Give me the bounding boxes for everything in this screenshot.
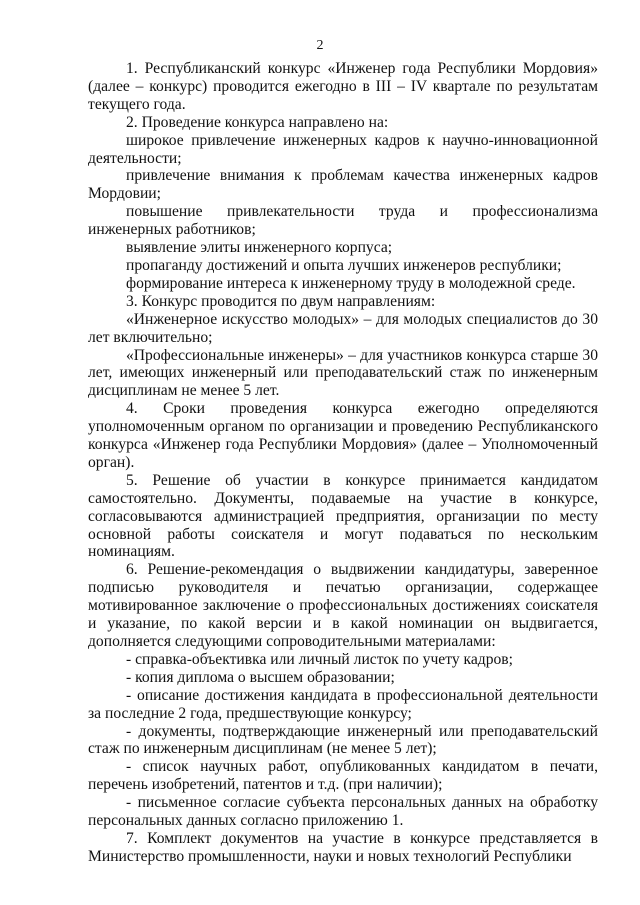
paragraph-6-item-1: - справка-объективка или личный листок по учету кадров; (126, 650, 513, 668)
paragraph-7: 7. Комплект документов на участие в конкурсе представляется в Министерство промышленности, науки и новых технологий Республики (88, 829, 598, 865)
paragraph-3: 3. Конкурс проводится по двум направлениям: (126, 292, 436, 310)
paragraph-3-item-1: «Инженерное искусство молодых» – для молодых специалистов до 30 лет включительно; (88, 310, 598, 346)
paragraph-2: 2. Проведение конкурса направлено на: (126, 113, 389, 131)
paragraph-6-item-6: - письменное согласие субъекта персональных данных на обработку персональных данных согласно приложению 1. (88, 794, 598, 830)
paragraph-2-item-1: широкое привлечение инженерных кадров к научно-инновационной деятельности; (88, 131, 598, 167)
paragraph-4: 4. Сроки проведения конкурса ежегодно определяются уполномоченным органом по организации и проведению Республиканского конкурса «Инженер года Республики Мордовия» (далее – Уполномоченный орган). (88, 400, 598, 471)
paragraph-6-item-4: - документы, подтверждающие инженерный или преподавательский стаж по инженерным дисциплинам (не менее 5 лет); (88, 722, 598, 758)
paragraph-3-item-2: «Профессиональные инженеры» – для участников конкурса старше 30 лет, имеющих инженерный или преподавательский стаж по инженерным дисциплинам не менее 5 лет. (88, 346, 598, 400)
paragraph-6-item-5: - список научных работ, опубликованных кандидатом в печати, перечень изобретений, патентов и т.д. (при наличии); (88, 758, 598, 794)
paragraph-2-item-3: повышение привлекательности труда и профессионализма инженерных работников; (88, 203, 598, 239)
paragraph-6-item-3: - описание достижения кандидата в профессиональной деятельности за последние 2 года, предшествующие конкурсу; (88, 686, 598, 722)
paragraph-6: 6. Решение-рекомендация о выдвижении кандидатуры, заверенное подписью руководителя и печатью организации, содержащее мотивированное заключение о профессиональных достижениях соискателя и указание, по какой версии и в какой номинации он выдвигается, дополняется следующими сопроводительными материалами: (88, 561, 598, 650)
document-body (88, 60, 598, 866)
page-number: 2 (316, 38, 324, 53)
paragraph-2-item-5: пропаганду достижений и опыта лучших инженеров республики; (126, 256, 562, 274)
paragraph-5: 5. Решение об участии в конкурсе принимается кандидатом самостоятельно. Документы, подаваемые на участие в конкурсе, согласовываются администрацией предприятия, организации по месту основной работы соискателя и могут подаваться по нескольким номинациям. (88, 471, 598, 561)
paragraph-1: 1. Республиканский конкурс «Инженер года Республики Мордовия» (далее – конкурс) проводится ежегодно в III – IV квартале по результатам текущего года. (88, 60, 598, 113)
paragraph-2-item-2: привлечение внимания к проблемам качества инженерных кадров Мордовии; (88, 167, 598, 203)
paragraph-2-item-6: формирование интереса к инженерному труду в молодежной среде. (126, 274, 576, 292)
paragraph-2-item-4: выявление элиты инженерного корпуса; (126, 239, 393, 257)
paragraph-6-item-2: - копия диплома о высшем образовании; (126, 668, 395, 686)
